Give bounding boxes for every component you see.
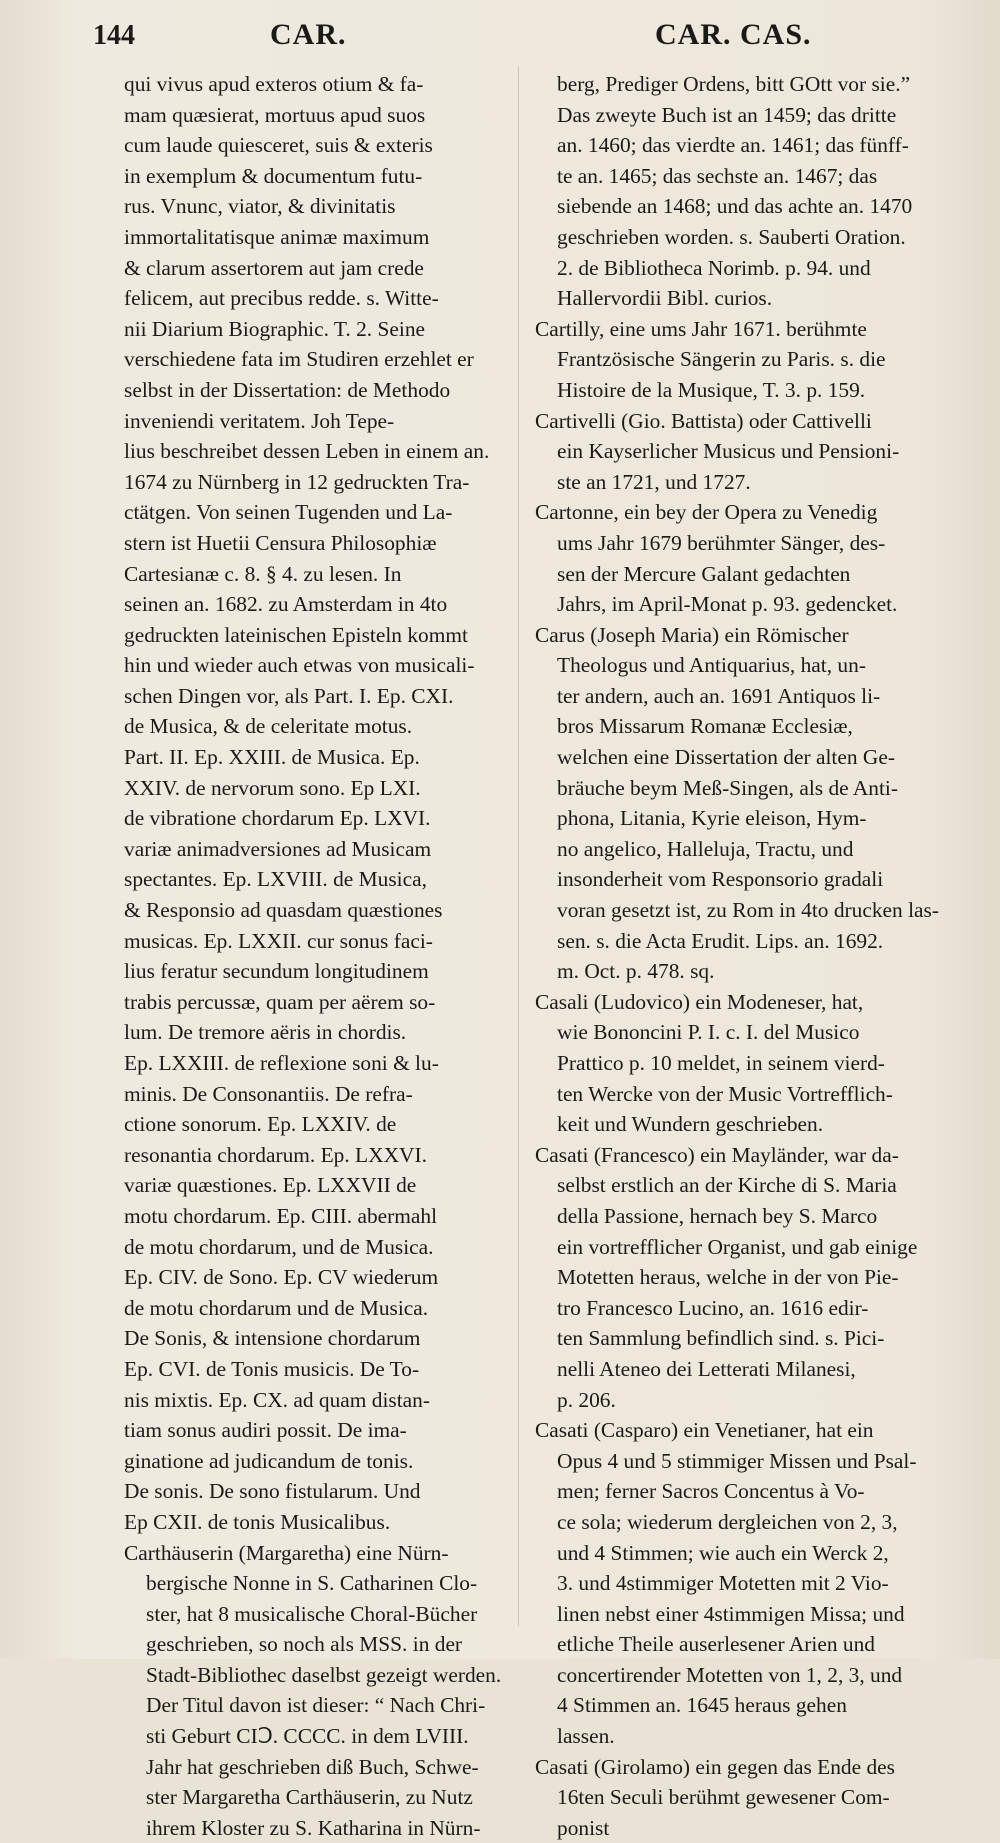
text-line: ter andern, auch an. 1691 Antiquos li- — [557, 683, 881, 708]
text-line: lius feratur secundum longitudinem — [124, 959, 429, 984]
text-line: voran gesetzt ist, zu Rom in 4to drucken las- — [557, 898, 939, 923]
text-line: ster, hat 8 musicalische Choral-Bücher — [146, 1601, 478, 1626]
text-line: nis mixtis. Ep. CX. ad quam distan- — [124, 1387, 430, 1412]
text-line: Casali (Ludovico) ein Modeneser, hat, — [535, 989, 864, 1014]
text-line: Cartonne, ein bey der Opera zu Venedig — [535, 500, 878, 525]
text-line: della Passione, hernach bey S. Marco — [557, 1203, 878, 1228]
text-line: und 4 Stimmen; wie auch ein Werck 2, — [557, 1540, 889, 1565]
text-line: 4 Stimmen an. 1645 heraus gehen — [557, 1693, 847, 1718]
text-line: Hallervordii Bibl. curios. — [557, 286, 773, 311]
text-line: tiam sonus audiri possit. De ima- — [124, 1418, 407, 1443]
text-line: spectantes. Ep. LXVIII. de Musica, — [124, 867, 427, 892]
text-line: qui vivus apud exteros otium & fa- — [124, 72, 424, 96]
text-line: schen Dingen vor, als Part. I. Ep. CXI. — [124, 683, 454, 708]
text-line: bräuche beym Meß-Singen, als de Anti- — [557, 775, 898, 800]
text-line: trabis percussæ, quam per aërem so- — [124, 989, 436, 1014]
text-line: etliche Theile auserlesener Arien und — [557, 1632, 875, 1657]
text-line: gedruckten lateinischen Episteln kommt — [124, 622, 468, 647]
text-line: XXIV. de nervorum sono. Ep LXI. — [124, 775, 421, 800]
text-line: Das zweyte Buch ist an 1459; das dritte — [557, 102, 897, 127]
column-divider — [518, 66, 519, 1626]
text-line: Jahrs, im April-Monat p. 93. gedencket. — [557, 592, 898, 617]
text-line: verschiedene fata im Studiren erzehlet er — [124, 347, 474, 372]
text-line: ums Jahr 1679 berühmter Sänger, des- — [557, 530, 886, 555]
text-line: wie Bononcini P. I. c. I. del Musico — [557, 1020, 860, 1045]
text-line: tro Francesco Lucino, an. 1616 edir- — [557, 1295, 869, 1320]
text-line: 2. de Bibliotheca Norimb. p. 94. und — [557, 255, 871, 280]
text-line: de motu chordarum, und de Musica. — [124, 1234, 434, 1259]
text-line: Casati (Francesco) ein Mayländer, war da- — [535, 1142, 899, 1167]
text-line: Cartilly, eine ums Jahr 1671. berühmte — [535, 316, 867, 341]
text-line: in exemplum & documentum futu- — [124, 163, 423, 188]
text-line: 1674 zu Nürnberg in 12 gedruckten Tra- — [124, 469, 470, 494]
text-line: Theologus und Antiquarius, hat, un- — [557, 653, 866, 678]
text-line: de Musica, & de celeritate motus. — [124, 714, 413, 739]
text-line: 16ten Seculi berühmt gewesener Com- — [557, 1785, 890, 1810]
text-line: Prattico p. 10 meldet, in seinem vierd- — [557, 1051, 885, 1075]
text-line: Carthäuserin (Margaretha) eine Nürn- — [124, 1540, 449, 1565]
text-line: Jahr hat geschrieben diß Buch, Schwe- — [146, 1754, 479, 1779]
page-number: 144 — [93, 20, 135, 51]
text-line: keit und Wundern geschrieben. — [557, 1112, 824, 1137]
text-line: Casati (Girolamo) ein gegen das Ende des — [535, 1754, 895, 1779]
text-line: Stadt-Bibliothec daselbst gezeigt werden. — [146, 1662, 502, 1687]
text-line: m. Oct. p. 478. sq. — [557, 959, 715, 984]
text-line: variæ quæstiones. Ep. LXXVII de — [124, 1173, 417, 1198]
right-column — [535, 69, 965, 1843]
text-line: geschrieben, so noch als MSS. in der — [146, 1632, 463, 1657]
text-line: lassen. — [557, 1724, 615, 1749]
text-line: De Sonis, & intensione chordarum — [124, 1326, 421, 1351]
text-line: immortalitatisque animæ maximum — [124, 224, 430, 249]
right-running-title: CAR. CAS. — [655, 18, 812, 51]
text-line: Cartivelli (Gio. Battista) oder Cattivelli — [535, 408, 872, 433]
text-line: ctione sonorum. Ep. LXXIV. de — [124, 1112, 397, 1137]
text-line: ihrem Kloster zu S. Katharina in Nürn- — [146, 1815, 481, 1840]
text-line: ponist — [557, 1815, 610, 1840]
text-line: inveniendi veritatem. Joh Tepe- — [124, 408, 395, 433]
text-line: Ep. CVI. de Tonis musicis. De To- — [124, 1356, 420, 1381]
text-line: no angelico, Halleluja, Tractu, und — [557, 836, 854, 861]
text-line: musicas. Ep. LXXII. cur sonus faci- — [124, 928, 433, 953]
text-line: De sonis. De sono fistularum. Und — [124, 1479, 421, 1504]
text-line: Der Titul davon ist dieser: “ Nach Chri- — [146, 1693, 486, 1718]
text-line: an. 1460; das vierdte an. 1461; das fünff- — [557, 133, 909, 158]
text-line: Opus 4 und 5 stimmiger Missen und Psal- — [557, 1448, 917, 1473]
text-line: Part. II. Ep. XXIII. de Musica. Ep. — [124, 745, 420, 770]
text-line: & clarum assertorem aut jam crede — [124, 255, 424, 280]
text-line: de vibratione chordarum Ep. LXVI. — [124, 806, 431, 831]
text-line: mam quæsierat, mortuus apud suos — [124, 102, 426, 127]
text-line: geschrieben worden. s. Sauberti Oration. — [557, 224, 906, 249]
text-line: sen. s. die Acta Erudit. Lips. an. 1692. — [557, 928, 884, 953]
text-line: ginatione ad judicandum de tonis. — [124, 1448, 414, 1473]
text-line: Ep CXII. de tonis Musicalibus. — [124, 1509, 391, 1534]
text-line: Frantzösische Sängerin zu Paris. s. die — [557, 347, 886, 372]
text-line: ein Kayserlicher Musicus und Pensioni- — [557, 439, 900, 464]
left-running-title: CAR. — [270, 18, 347, 51]
text-line: te an. 1465; das sechste an. 1467; das — [557, 163, 878, 188]
text-line: selbst in der Dissertation: de Methodo — [124, 377, 451, 402]
text-line: ctätgen. Von seinen Tugenden und La- — [124, 500, 453, 525]
text-line: sti Geburt CIↃ. CCCC. in dem LVIII. — [146, 1724, 469, 1749]
text-line: Ep. LXXIII. de reflexione soni & lu- — [124, 1051, 439, 1075]
text-line: 3. und 4stimmiger Motetten mit 2 Vio- — [557, 1571, 889, 1596]
text-line: stern ist Huetii Censura Philosophiæ — [124, 530, 437, 555]
text-line: bros Missarum Romanæ Ecclesiæ, — [557, 714, 853, 739]
text-line: ten Wercke von der Music Vortrefflich- — [557, 1081, 893, 1106]
text-line: Cartesianæ c. 8. § 4. zu lesen. In — [124, 561, 402, 586]
text-line: berg, Prediger Ordens, bitt GOtt vor sie.” — [557, 72, 911, 96]
text-line: ste an 1721, und 1727. — [557, 469, 751, 494]
left-column — [124, 69, 509, 1843]
text-line: minis. De Consonantiis. De refra- — [124, 1081, 413, 1106]
text-line: variæ animadversiones ad Musicam — [124, 836, 432, 861]
text-line: p. 206. — [557, 1387, 616, 1412]
text-line: Histoire de la Musique, T. 3. p. 159. — [557, 377, 866, 402]
text-line: Ep. CIV. de Sono. Ep. CV wiederum — [124, 1265, 439, 1290]
text-line: ein vortrefflicher Organist, und gab einige — [557, 1234, 918, 1259]
running-header — [0, 18, 1000, 58]
text-line: Casati (Casparo) ein Venetianer, hat ein — [535, 1418, 874, 1443]
text-line: Carus (Joseph Maria) ein Römischer — [535, 622, 849, 647]
text-line: ster Margaretha Carthäuserin, zu Nutz — [146, 1785, 473, 1810]
text-line: lius beschreibet dessen Leben in einem an. — [124, 439, 490, 464]
text-line: nii Diarium Biographic. T. 2. Seine — [124, 316, 426, 341]
text-line: & Responsio ad quasdam quæstiones — [124, 898, 443, 923]
text-line: rus. Vnunc, viator, & divinitatis — [124, 194, 396, 219]
text-line: de motu chordarum und de Musica. — [124, 1295, 429, 1320]
text-line: bergische Nonne in S. Catharinen Clo- — [146, 1571, 478, 1596]
text-line: resonantia chordarum. Ep. LXXVI. — [124, 1142, 427, 1167]
text-line: phona, Litania, Kyrie eleison, Hym- — [557, 806, 867, 831]
text-line: siebende an 1468; und das achte an. 1470 — [557, 194, 913, 219]
text-line: concertirender Motetten von 1, 2, 3, und — [557, 1662, 903, 1687]
text-line: cum laude quiesceret, suis & exteris — [124, 133, 433, 158]
text-line: ce sola; wiederum dergleichen von 2, 3, — [557, 1509, 898, 1534]
text-line: insonderheit vom Responsorio gradali — [557, 867, 884, 892]
text-line: seinen an. 1682. zu Amsterdam in 4to — [124, 592, 448, 617]
text-line: nelli Ateneo dei Letterati Milanesi, — [557, 1356, 856, 1381]
text-line: men; ferner Sacros Concentus à Vo- — [557, 1479, 865, 1504]
text-line: hin und wieder auch etwas von musicali- — [124, 653, 475, 678]
text-line: welchen eine Dissertation der alten Ge- — [557, 745, 895, 770]
text-line: sen der Mercure Galant gedachten — [557, 561, 851, 586]
text-line: Motetten heraus, welche in der von Pie- — [557, 1265, 899, 1290]
text-line: ten Sammlung befindlich sind. s. Pici- — [557, 1326, 885, 1351]
text-line: lum. De tremore aëris in chordis. — [124, 1020, 407, 1045]
text-line: motu chordarum. Ep. CIII. abermahl — [124, 1203, 438, 1228]
text-line: felicem, aut precibus redde. s. Witte- — [124, 286, 439, 311]
text-line: linen nebst einer 4stimmigen Missa; und — [557, 1601, 905, 1626]
text-line: selbst erstlich an der Kirche di S. Maria — [557, 1173, 897, 1198]
